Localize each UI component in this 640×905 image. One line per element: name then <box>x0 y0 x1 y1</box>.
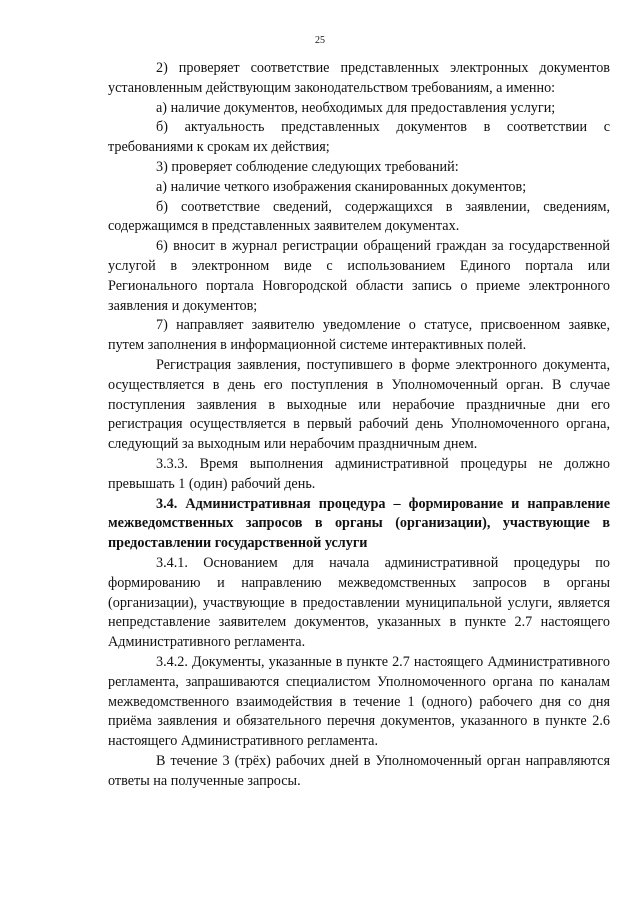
paragraph: б) актуальность представленных документов в соответствии с требованиями к срокам их действия; <box>108 119 610 156</box>
paragraph: 6) вносит в журнал регистрации обращений граждан за государственной услугой в электронном виде с использованием Единого портала или Регионального портала Новгородской области запись о приеме электронного заявления и документов; <box>108 238 610 314</box>
paragraph: Регистрация заявления, поступившего в форме электронного документа, осуществляется в день его поступления в Уполномоченный орган. В случае поступления заявления в выходные или нерабочие праздничные дни его регистрация осуществляется в первый рабочий день Уполномоченного органа, следующий за выходным или нерабочим праздничным днем. <box>108 356 610 453</box>
page-number: 25 <box>315 35 325 46</box>
paragraph: 3) проверяет соблюдение следующих требований: <box>156 158 459 175</box>
paragraph: 3.4.2. Документы, указанные в пункте 2.7 настоящего Административного регламента, запрашиваются специалистом Уполномоченного органа по каналам межведомственного взаимодействия в течение 1 (одного) рабочего дня со дня приёма заявления и обязательного перечня документов, указанного в пункте 2.6 настоящего Административного регламента. <box>108 653 610 750</box>
paragraph: 7) направляет заявителю уведомление о статусе, присвоенном заявке, путем заполнения в информационной системе интерактивных полей. <box>108 317 610 354</box>
section-heading: 3.4. Административная процедура – формирование и направление межведомственных запросов в органы (организации), участвующие в предоставлении государственной услуги <box>108 495 610 552</box>
document-body <box>108 59 610 791</box>
paragraph: 3.4.1. Основанием для начала административной процедуры по формированию и направлению межведомственных запросов в органы (организации), участвующие в предоставлении муниципальной услуги, является непредставление заявителем документов, указанных в пункте 2.7 настоящего Административного регламента. <box>108 554 610 651</box>
paragraph: б) соответствие сведений, содержащихся в заявлении, сведениям, содержащимся в представленных заявителем документах. <box>108 198 610 235</box>
paragraph: а) наличие документов, необходимых для предоставления услуги; <box>156 99 556 116</box>
paragraph: а) наличие четкого изображения сканированных документов; <box>156 178 527 195</box>
paragraph: В течение 3 (трёх) рабочих дней в Уполномоченный орган направляются ответы на полученные запросы. <box>108 752 610 789</box>
paragraph: 2) проверяет соответствие представленных электронных документов установленным действующим законодательством требованиям, а именно: <box>108 60 610 96</box>
paragraph: 3.3.3. Время выполнения административной процедуры не должно превышать 1 (один) рабочий день. <box>108 455 610 492</box>
